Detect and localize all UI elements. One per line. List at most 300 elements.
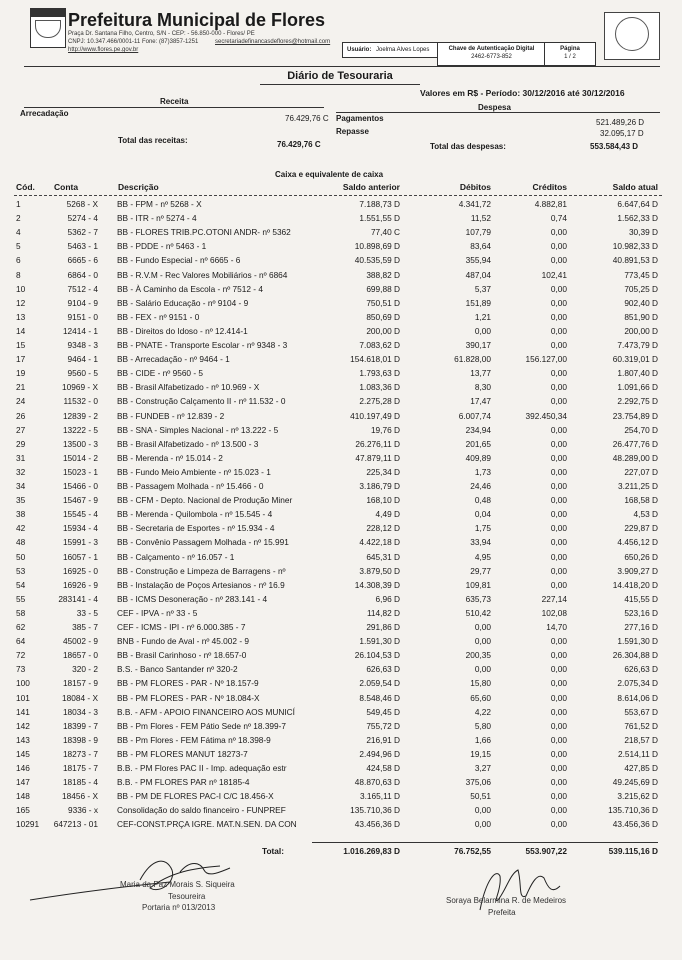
total-receitas-label: Total das receitas: xyxy=(118,136,188,145)
cell-creditos: 0,00 xyxy=(550,495,567,506)
cell-saldo-atual: 1.807,40 D xyxy=(617,368,658,379)
section-title: Caixa e equivalente de caixa xyxy=(275,170,384,179)
cell-saldo-anterior: 3.879,50 D xyxy=(359,565,400,576)
table-row xyxy=(0,453,682,464)
secretariat-seal-logo xyxy=(604,12,660,60)
cell-conta: 9348 - 3 xyxy=(67,340,98,350)
cell-debitos: 11,52 xyxy=(470,213,491,224)
cell-creditos: 102,08 xyxy=(541,607,567,618)
cell-cod: 38 xyxy=(16,509,26,520)
pagamentos-label: Pagamentos xyxy=(336,114,384,123)
cell-creditos: 0,74 xyxy=(550,213,567,224)
cell-descricao: BNB - Fundo de Aval - nº 45.002 - 9 xyxy=(117,636,250,647)
cell-conta: 385 - 7 xyxy=(72,622,98,632)
cell-debitos: 4.341,72 xyxy=(458,199,491,209)
table-row xyxy=(0,326,682,337)
cell-debitos: 0,00 xyxy=(474,622,491,632)
cell-conta: 16057 - 1 xyxy=(62,551,98,562)
total-saldo-anterior: 1.016.269,83 D xyxy=(343,846,400,856)
cell-cod: 145 xyxy=(16,748,30,759)
cell-creditos: 0,00 xyxy=(550,805,567,816)
cell-conta: 6665 - 6 xyxy=(67,255,98,266)
table-header-divider xyxy=(14,195,662,196)
cell-saldo-anterior: 40.535,59 D xyxy=(354,255,400,266)
cell-saldo-anterior: 3.165,11 D xyxy=(360,791,400,802)
cell-descricao: BB - ICMS Desoneração - nº 283.141 - 4 xyxy=(117,593,268,604)
table-row xyxy=(0,594,682,605)
cell-creditos: 0,00 xyxy=(550,340,567,350)
cell-conta: 18399 - 7 xyxy=(62,720,98,731)
cell-conta: 7512 - 4 xyxy=(67,283,98,294)
cell-saldo-anterior: 19,76 D xyxy=(370,424,400,435)
cell-saldo-anterior: 200,00 D xyxy=(366,325,400,336)
cell-creditos: 0,00 xyxy=(550,763,567,773)
cell-creditos: 0,00 xyxy=(550,777,567,788)
right-signer-name: Soraya Belarmina R. de Medeiros xyxy=(446,896,567,905)
cell-cod: 10 xyxy=(16,283,26,294)
cell-conta: 5463 - 1 xyxy=(67,241,98,252)
cell-cod: 5 xyxy=(16,241,21,252)
cell-cod: 8 xyxy=(16,269,21,280)
right-signature-scrawl xyxy=(440,860,580,930)
cell-saldo-atual: 229,87 D xyxy=(624,523,658,534)
cell-saldo-anterior: 1.591,30 D xyxy=(359,636,400,647)
cell-saldo-atual: 553,67 D xyxy=(624,706,658,717)
table-row xyxy=(0,255,682,266)
table-row xyxy=(0,340,682,351)
table-row xyxy=(0,622,682,633)
municipal-crest-logo xyxy=(30,8,66,48)
cell-conta: 320 - 2 xyxy=(72,664,98,675)
page-value: 1 / 2 xyxy=(564,54,576,60)
cell-descricao: BB - Pm Flores - FEM Pátio Sede nº 18.399-7 xyxy=(117,720,287,731)
cell-conta: 10969 - X xyxy=(62,382,98,393)
total-receitas-value: 76.429,76 C xyxy=(277,140,321,149)
auth-key-box xyxy=(437,42,546,66)
receita-heading: Receita xyxy=(160,97,189,106)
period-text: Valores em R$ - Período: 30/12/2016 até 30/12/2016 xyxy=(420,88,625,98)
cell-saldo-anterior: 2.494,96 D xyxy=(359,748,400,759)
left-signer-role: Tesoureira xyxy=(168,892,206,901)
cell-descricao: BB - Fundo Especial - nº 6665 - 6 xyxy=(117,255,241,266)
cell-debitos: 200,35 xyxy=(465,650,491,661)
cell-descricao: BB - Merenda - Quilombola - nº 15.545 - 4 xyxy=(117,509,273,520)
cell-saldo-atual: 135.710,36 D xyxy=(608,805,658,816)
cell-saldo-atual: 1.591,30 D xyxy=(617,636,658,647)
cell-debitos: 1,66 xyxy=(474,734,491,745)
cell-creditos: 0,00 xyxy=(550,382,567,393)
col-header-saldo-anterior: Saldo anterior xyxy=(342,182,400,192)
cell-saldo-anterior: 1.083,36 D xyxy=(359,382,400,393)
cell-cod: 34 xyxy=(16,481,26,491)
cell-creditos: 156.127,00 xyxy=(525,354,567,365)
table-row xyxy=(0,721,682,732)
cell-cod: 21 xyxy=(16,382,26,393)
cell-debitos: 13,77 xyxy=(470,368,491,379)
cell-creditos: 0,00 xyxy=(550,424,567,435)
cell-descricao: BB - Secretaria de Esportes - nº 15.934 - 4 xyxy=(117,523,275,534)
table-row xyxy=(0,481,682,492)
cell-saldo-anterior: 114,82 D xyxy=(366,607,400,618)
cell-creditos: 0,00 xyxy=(550,706,567,717)
cell-saldo-atual: 48.289,00 D xyxy=(612,452,658,463)
repasse-value: 32.095,17 D xyxy=(600,129,644,138)
cell-conta: 9560 - 5 xyxy=(67,368,98,379)
cell-descricao: B.B. - AFM - APOIO FINANCEIRO AOS MUNICÍ xyxy=(117,706,295,717)
cell-saldo-atual: 3.215,62 D xyxy=(617,791,658,802)
website-link[interactable]: http://www.flores.pe.gov.br xyxy=(68,47,139,53)
cell-conta: 16926 - 9 xyxy=(62,579,98,590)
table-row xyxy=(0,354,682,365)
cell-conta: 18084 - X xyxy=(62,692,98,703)
cell-saldo-anterior: 1.551,55 D xyxy=(359,213,400,224)
cell-conta: 9464 - 1 xyxy=(67,354,98,365)
cell-saldo-atual: 7.473,79 D xyxy=(617,340,658,350)
cell-debitos: 1,75 xyxy=(474,523,491,534)
total-saldo-atual: 539.115,16 D xyxy=(608,846,658,856)
cell-creditos: 0,00 xyxy=(550,396,567,407)
cell-debitos: 65,60 xyxy=(470,692,491,703)
cell-saldo-atual: 14.418,20 D xyxy=(612,579,658,590)
document-title: Diário de Tesouraria xyxy=(287,70,393,82)
cell-cod: 73 xyxy=(16,664,26,675)
cell-descricao: BB - Arrecadação - nº 9464 - 1 xyxy=(117,354,230,365)
cell-conta: 33 - 5 xyxy=(76,607,98,618)
cell-debitos: 635,73 xyxy=(465,593,491,604)
cell-cod: 15 xyxy=(16,340,26,350)
cell-debitos: 0,00 xyxy=(474,805,491,816)
cell-saldo-anterior: 626,63 D xyxy=(366,664,400,675)
cell-descricao: BB - FLORES TRIB.PC.OTONI ANDR- nº 5362 xyxy=(117,227,291,238)
table-row xyxy=(0,777,682,788)
table-row xyxy=(0,791,682,802)
cell-saldo-atual: 10.982,33 D xyxy=(612,241,658,252)
cell-cod: 32 xyxy=(16,466,26,477)
cell-descricao: BB - PM DE FLORES PAC-I C/C 18.456-X xyxy=(117,791,274,802)
cell-conta: 12414 - 1 xyxy=(62,325,98,336)
cell-saldo-anterior: 750,51 D xyxy=(366,297,400,308)
cell-saldo-atual: 851,90 D xyxy=(624,311,658,322)
cell-cod: 4 xyxy=(16,227,21,238)
cell-creditos: 392.450,34 xyxy=(525,410,567,421)
cell-conta: 11532 - 0 xyxy=(63,396,98,407)
cell-debitos: 5,37 xyxy=(474,283,491,294)
cell-conta: 9151 - 0 xyxy=(67,311,98,322)
cell-descricao: BB - PM FLORES - PAR - Nº 18.084-X xyxy=(117,692,260,703)
cell-saldo-anterior: 8.548,46 D xyxy=(359,692,400,703)
cell-descricao: BB - PDDE - nº 5463 - 1 xyxy=(117,241,207,252)
cell-descricao: BB - À Caminho da Escola - nº 7512 - 4 xyxy=(117,283,263,294)
cell-cod: 17 xyxy=(16,354,26,365)
cell-cod: 62 xyxy=(16,622,26,632)
cell-debitos: 487,04 xyxy=(465,269,491,280)
table-row xyxy=(0,509,682,520)
cell-conta: 18157 - 9 xyxy=(62,678,98,689)
cell-creditos: 0,00 xyxy=(550,297,567,308)
cell-creditos: 0,00 xyxy=(550,523,567,534)
cell-creditos: 227,14 xyxy=(541,593,567,604)
cell-saldo-atual: 49.245,69 D xyxy=(612,777,658,788)
cell-creditos: 0,00 xyxy=(550,311,567,322)
cell-saldo-atual: 1.562,33 D xyxy=(617,213,658,224)
cell-saldo-anterior: 26.276,11 D xyxy=(355,438,400,449)
cell-debitos: 4,95 xyxy=(474,551,491,562)
table-row xyxy=(0,467,682,478)
cell-conta: 18273 - 7 xyxy=(62,748,98,759)
cell-creditos: 0,00 xyxy=(550,678,567,689)
cell-descricao: BB - Fundo Meio Ambiente - nº 15.023 - 1 xyxy=(117,466,271,477)
table-row xyxy=(0,650,682,661)
cell-conta: 12839 - 2 xyxy=(62,410,98,421)
cell-saldo-atual: 26.304,88 D xyxy=(612,650,658,661)
table-row xyxy=(0,763,682,774)
cell-cod: 13 xyxy=(16,311,26,322)
table-row xyxy=(0,411,682,422)
arrecadacao-value: 76.429,76 C xyxy=(285,114,329,123)
email-link[interactable]: secretariadefinancasdeflores@hotmail.com xyxy=(215,39,331,45)
cell-cod: 100 xyxy=(16,678,30,689)
cell-debitos: 33,94 xyxy=(470,537,491,548)
cell-saldo-anterior: 7.083,62 D xyxy=(359,340,400,350)
cell-saldo-atual: 427,85 D xyxy=(624,763,658,773)
table-row xyxy=(0,312,682,323)
table-row xyxy=(0,241,682,252)
cell-descricao: BB - Passagem Molhada - nº 15.466 - 0 xyxy=(117,481,264,491)
cell-cod: 2 xyxy=(16,213,21,224)
table-row xyxy=(0,425,682,436)
cell-cod: 50 xyxy=(16,551,26,562)
cell-saldo-anterior: 755,72 D xyxy=(366,720,400,731)
total-despesas-value: 553.584,43 D xyxy=(590,142,639,151)
table-row xyxy=(0,227,682,238)
cell-debitos: 15,80 xyxy=(470,678,491,689)
total-despesas-label: Total das despesas: xyxy=(430,142,506,151)
cell-cod: 10291 xyxy=(16,819,40,830)
cell-debitos: 0,00 xyxy=(474,325,491,336)
cell-saldo-atual: 2.292,75 D xyxy=(617,396,658,407)
cell-saldo-atual: 26.477,76 D xyxy=(612,438,658,449)
cell-debitos: 17,47 xyxy=(470,396,491,407)
table-row xyxy=(0,382,682,393)
cell-debitos: 19,15 xyxy=(470,748,491,759)
cell-cod: 142 xyxy=(16,720,30,731)
pagamentos-value: 521.489,26 D xyxy=(596,118,645,127)
cell-cod: 101 xyxy=(16,692,30,703)
cell-conta: 5268 - X xyxy=(66,199,98,209)
cell-debitos: 409,89 xyxy=(465,452,491,463)
cell-descricao: BB - Construção e Limpeza de Barragens - nº xyxy=(117,565,286,576)
cell-debitos: 201,65 xyxy=(465,438,491,449)
cell-creditos: 0,00 xyxy=(550,748,567,759)
cell-saldo-anterior: 10.898,69 D xyxy=(354,241,400,252)
cell-saldo-anterior: 26.104,53 D xyxy=(354,650,400,661)
cell-debitos: 107,79 xyxy=(465,227,491,238)
table-row xyxy=(0,298,682,309)
cell-conta: 45002 - 9 xyxy=(62,636,98,647)
cell-conta: 5274 - 4 xyxy=(67,213,98,224)
cell-descricao: BB - Direitos do Idoso - nº 12.414-1 xyxy=(117,325,248,336)
cell-saldo-anterior: 3.186,79 D xyxy=(359,481,400,491)
cell-descricao: BB - CIDE - nº 9560 - 5 xyxy=(117,368,204,379)
cell-conta: 18456 - X xyxy=(62,791,98,802)
table-row xyxy=(0,707,682,718)
cell-cod: 64 xyxy=(16,636,26,647)
cell-creditos: 0,00 xyxy=(550,819,567,830)
cell-saldo-anterior: 6,96 D xyxy=(375,593,400,604)
cell-saldo-atual: 902,40 D xyxy=(624,297,658,308)
table-row xyxy=(0,735,682,746)
cell-creditos: 0,00 xyxy=(550,466,567,477)
cnpj-line: CNPJ: 10.347.466/0001-11 Fone: (87)3857-1251 xyxy=(68,39,199,45)
cell-creditos: 0,00 xyxy=(550,551,567,562)
table-row xyxy=(0,749,682,760)
cell-saldo-anterior: 1.793,63 D xyxy=(359,368,400,379)
cell-saldo-anterior: 154.618,01 D xyxy=(350,354,400,365)
cell-saldo-atual: 30,39 D xyxy=(628,227,658,238)
cell-descricao: BB - SNA - Simples Nacional - nº 13.222 - 5 xyxy=(117,424,279,435)
cell-conta: 15991 - 3 xyxy=(62,537,98,548)
cell-descricao: BB - FUNDEB - nº 12.839 - 2 xyxy=(117,410,225,421)
table-header-row xyxy=(0,182,682,193)
cell-cod: 143 xyxy=(16,734,30,745)
cell-conta: 6864 - 0 xyxy=(67,269,98,280)
cell-saldo-atual: 4,53 D xyxy=(633,509,658,520)
cell-descricao: CEF - IPVA - nº 33 - 5 xyxy=(117,607,198,618)
cell-creditos: 0,00 xyxy=(550,636,567,647)
table-row xyxy=(0,270,682,281)
cell-debitos: 3,27 xyxy=(474,763,491,773)
cell-descricao: BB - Brasil Alfabetizado - nº 10.969 - X xyxy=(117,382,260,393)
cell-saldo-atual: 8.614,06 D xyxy=(617,692,658,703)
table-row xyxy=(0,368,682,379)
cell-creditos: 0,00 xyxy=(550,241,567,252)
cell-conta: 9104 - 9 xyxy=(67,297,98,308)
table-row xyxy=(0,693,682,704)
cell-descricao: B.B. - PM Flores PAC II - Imp. adequação estr xyxy=(117,763,287,773)
table-row xyxy=(0,805,682,816)
col-header-descricao: Descrição xyxy=(118,182,159,192)
cell-descricao: BB - PM FLORES MANUT 18273-7 xyxy=(117,748,248,759)
cell-creditos: 0,00 xyxy=(550,452,567,463)
cell-creditos: 0,00 xyxy=(550,368,567,379)
cell-saldo-atual: 773,45 D xyxy=(624,269,658,280)
cell-descricao: BB - Brasil Carinhoso - nº 18.657-0 xyxy=(117,650,247,661)
page-label: Página xyxy=(560,46,580,52)
cell-saldo-anterior: 410.197,49 D xyxy=(350,410,400,421)
col-header-creditos: Créditos xyxy=(532,182,567,192)
cell-saldo-atual: 60.319,01 D xyxy=(612,354,658,365)
cell-saldo-atual: 705,25 D xyxy=(624,283,658,294)
cell-creditos: 0,00 xyxy=(550,734,567,745)
table-row xyxy=(0,678,682,689)
table-row xyxy=(0,523,682,534)
cell-creditos: 14,70 xyxy=(546,622,567,632)
cell-conta: 16925 - 0 xyxy=(62,565,98,576)
cell-saldo-anterior: 77,40 C xyxy=(370,227,400,238)
cell-debitos: 151,89 xyxy=(465,297,491,308)
cell-cod: 141 xyxy=(16,706,30,717)
auth-label: Chave de Autenticação Digital xyxy=(448,46,535,52)
cell-conta: 15467 - 9 xyxy=(62,495,98,506)
cell-cod: 29 xyxy=(16,438,26,449)
cell-debitos: 83,64 xyxy=(470,241,491,252)
cell-saldo-atual: 415,55 D xyxy=(624,593,658,604)
cell-saldo-anterior: 291,86 D xyxy=(366,622,400,632)
totals-divider xyxy=(312,842,658,843)
address-line: Praça Dr. Santana Filho, Centro, S/N - CEP: - 56.850-000 - Flores/ PE xyxy=(68,31,255,37)
table-row xyxy=(0,284,682,295)
cell-debitos: 5,80 xyxy=(474,720,491,731)
cell-conta: 647213 - 01 xyxy=(53,819,98,830)
receita-line xyxy=(24,107,324,108)
cell-creditos: 0,00 xyxy=(550,227,567,238)
cell-descricao: BB - Brasil Alfabetizado - nº 13.500 - 3 xyxy=(117,438,259,449)
cell-descricao: B.S. - Banco Santander nº 320-2 xyxy=(117,664,238,675)
cell-debitos: 375,06 xyxy=(465,777,491,788)
table-row xyxy=(0,495,682,506)
cell-conta: 15023 - 1 xyxy=(62,466,98,477)
table-row xyxy=(0,636,682,647)
cell-descricao: BB - Convênio Passagem Molhada - nº 15.991 xyxy=(117,537,289,548)
cell-descricao: BB - Calçamento - nº 16.057 - 1 xyxy=(117,551,235,562)
cell-saldo-atual: 4.456,12 D xyxy=(617,537,658,548)
cell-descricao: BB - PNATE - Transporte Escolar - nº 9348 - 3 xyxy=(117,340,288,350)
cell-saldo-atual: 2.514,11 D xyxy=(618,748,658,759)
cell-cod: 165 xyxy=(16,805,30,816)
cell-saldo-atual: 3.909,27 D xyxy=(617,565,658,576)
cell-creditos: 0,00 xyxy=(550,664,567,675)
cell-debitos: 510,42 xyxy=(465,607,491,618)
cell-saldo-anterior: 168,10 D xyxy=(366,495,400,506)
cell-creditos: 0,00 xyxy=(550,565,567,576)
arrecadacao-label: Arrecadação xyxy=(20,109,69,118)
cell-debitos: 0,00 xyxy=(474,636,491,647)
cell-descricao: BB - Salário Educação - nº 9104 - 9 xyxy=(117,297,249,308)
cell-debitos: 0,00 xyxy=(474,664,491,675)
right-signer-role: Prefeita xyxy=(488,908,516,917)
cell-saldo-anterior: 47.879,11 D xyxy=(355,452,400,463)
cell-descricao: BB - FPM - nº 5268 - X xyxy=(117,199,202,209)
cell-debitos: 1,21 xyxy=(474,311,491,322)
table-row xyxy=(0,552,682,563)
header-divider xyxy=(24,66,660,67)
cell-saldo-atual: 523,16 D xyxy=(624,607,658,618)
cell-cod: 12 xyxy=(16,297,26,308)
cell-saldo-anterior: 388,82 D xyxy=(366,269,400,280)
cell-creditos: 0,00 xyxy=(550,579,567,590)
cell-debitos: 4,22 xyxy=(474,706,491,717)
cell-saldo-atual: 43.456,36 D xyxy=(612,819,658,830)
cell-conta: 15014 - 2 xyxy=(62,452,98,463)
cell-saldo-atual: 277,16 D xyxy=(624,622,658,632)
table-row xyxy=(0,566,682,577)
cell-descricao: BB - Construção Calçamento II - nº 11.532 - 0 xyxy=(117,396,286,407)
cell-saldo-atual: 626,63 D xyxy=(624,664,658,675)
cell-conta: 9336 - x xyxy=(68,805,98,816)
cell-creditos: 0,00 xyxy=(550,537,567,548)
user-box xyxy=(342,42,439,58)
cell-saldo-atual: 40.891,53 D xyxy=(612,255,658,266)
cell-saldo-anterior: 14.308,39 D xyxy=(354,579,400,590)
cell-conta: 283141 - 4 xyxy=(58,593,98,604)
cell-descricao: B.B. - PM FLORES PAR nº 18185-4 xyxy=(117,777,250,788)
table-row xyxy=(0,537,682,548)
despesa-line xyxy=(336,112,660,113)
cell-creditos: 0,00 xyxy=(550,325,567,336)
cell-conta: 18034 - 3 xyxy=(62,706,98,717)
table-row xyxy=(0,608,682,619)
page-number-box xyxy=(544,42,596,66)
